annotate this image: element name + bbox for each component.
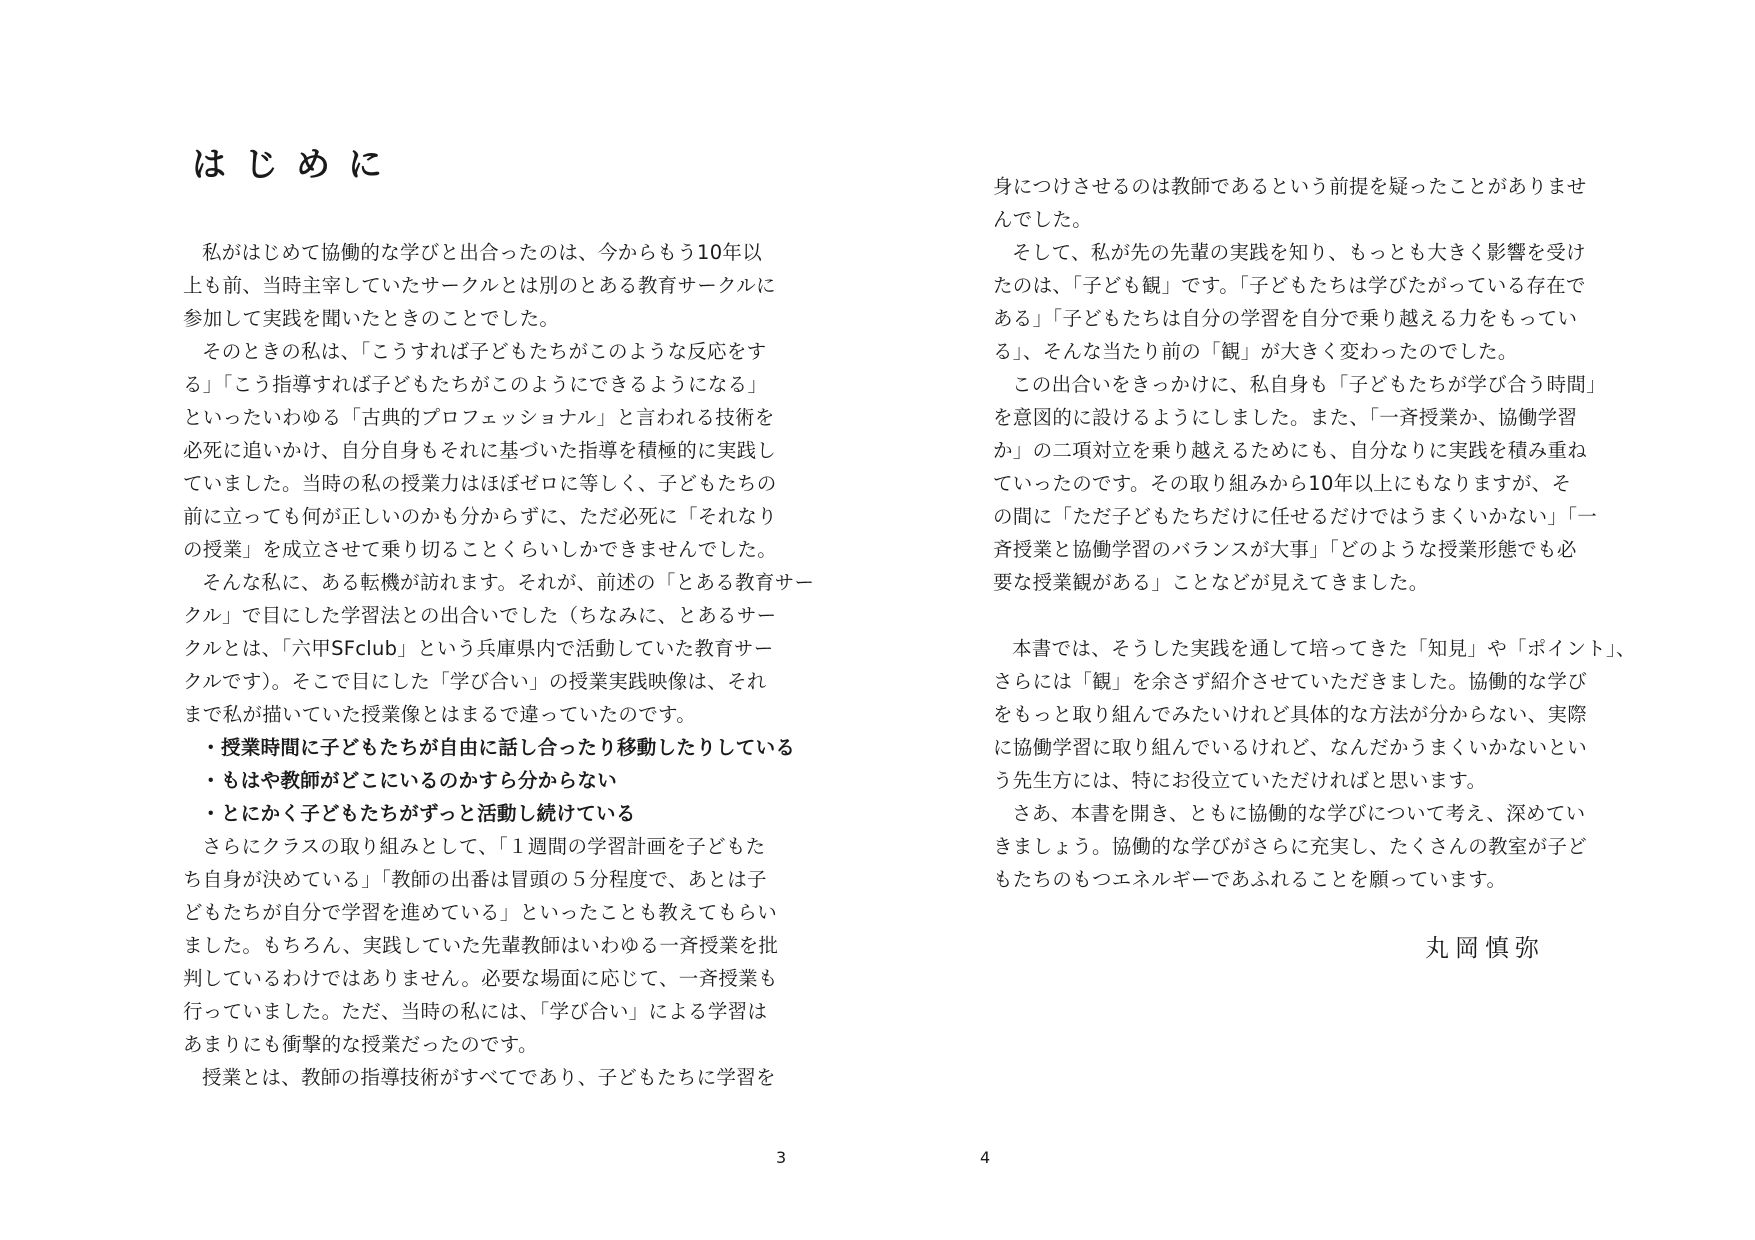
page-heading: はじめに [192, 145, 400, 185]
bullet-item: ・ 授業時間に子どもたちが自由に話し合ったり移動したりしている [183, 731, 758, 764]
paragraph: 授業とは、教師の指導技術がすべてであり、子どもたちに学習を [202, 1066, 776, 1089]
paragraph: そんな私に、ある転機が訪れます。それが、前述の「とある教育サー クル」で目にした学習法との出合いでした（ちなみに、とあるサー クルとは、「六甲SFclub」という兵庫県内で活動していた教育サー クルです）。そこで目にした「学び合い」の授業実践映像は、それ まで私が描いていた授業像とはまるで違っていたのです。 [183, 571, 815, 726]
right-page-body [993, 170, 1636, 896]
page-number-right: 4 [980, 1148, 991, 1167]
paragraph: この出合いをきっかけに、私自身も「子どもたちが学び合う時間」 を意図的に設けるようにしました。また、「一斉授業か、協働学習 か」の二項対立を乗り越えるためにも、自分なりに実践を積み重ね ていったのです。その取り組みから10年以上にもなりますが、そ の間に「ただ子どもたちだけに任せるだけではうまくいかない」「一 斉授業と協働学習のバランスが大事」「どのような授業形態でも必 要な授業観がある」ことなどが見えてきました。 [993, 373, 1607, 594]
paragraph: さあ、本書を開き、ともに協働的な学びについて考え、深めてい きましょう。協働的な学びがさらに充実し、たくさんの教室が子ど もたちのもつエネルギーであふれることを願っています。 [993, 802, 1588, 891]
page-number-left: 3 [776, 1148, 787, 1167]
paragraph: 私がはじめて協働的な学びと出合ったのは、今からもう10年以 上も前、当時主宰していたサークルとは別のとある教育サークルに 参加して実践を聞いたときのことでした。 [183, 241, 776, 330]
paragraph: そして、私が先の先輩の実践を知り、もっとも大きく影響を受け たのは、「子ども観」です。「子どもたちは学びたがっている存在で ある」「子どもたちは自分の学習を自分で乗り越える力をもってい る」、そんな当たり前の「観」が大きく変わったのでした。 [993, 241, 1586, 363]
paragraph-continuation: 身につけさせるのは教師であるという前提を疑ったことがありませ んでした。 [993, 175, 1587, 231]
author-name: 丸岡慎弥 [1425, 934, 1545, 962]
bullet-item: ・ もはや教師がどこにいるのかすら分からない [183, 764, 758, 797]
bullet-list [183, 731, 796, 830]
bullet-item: ・ とにかく子どもたちがずっと活動し続けている [183, 797, 758, 830]
paragraph: 本書では、そうした実践を通して培ってきた「知見」や「ポイント」、 さらには「観」を余さず紹介させていただきました。協働的な学び をもっと取り組んでみたいけれど具体的な方法が分からない、実際 に協働学習に取り組んでいるけれど、なんだかうまくいかないとい う先生方には、特にお役立ていただければと思います。 [993, 637, 1636, 792]
section-gap [993, 599, 1568, 632]
paragraph: そのときの私は、「こうすれば子どもたちがこのような反応をす る」「こう指導すれば子どもたちがこのようにできるようになる」 といったいわゆる「古典的プロフェッショナル」と言われる技術を 必死に追いかけ、自分自身もそれに基づいた指導を積極的に実践し ていました。当時の私の授業力はほぼゼロに等しく、子どもたちの 前に立っても何が正しいのかも分からずに、ただ必死に「それなり の授業」を成立させて乗り切ることくらいしかできませんでした。 [183, 340, 778, 561]
paragraph: さらにクラスの取り組みとして、「１週間の学習計画を子どもた ち自身が決めている」「教師の出番は冒頭の５分程度で、あとは子 どもたちが自分で学習を進めている」といったことも教えてもらい ました。もちろん、実践していた先輩教師はいわゆる一斉授業を批 判しているわけではありません。必要な場面に応じて、一斉授業も 行っていました。ただ、当時の私には、「学び合い」による学習は あまりにも衝撃的な授業だったのです。 [183, 835, 779, 1056]
left-page-body [183, 236, 815, 1094]
